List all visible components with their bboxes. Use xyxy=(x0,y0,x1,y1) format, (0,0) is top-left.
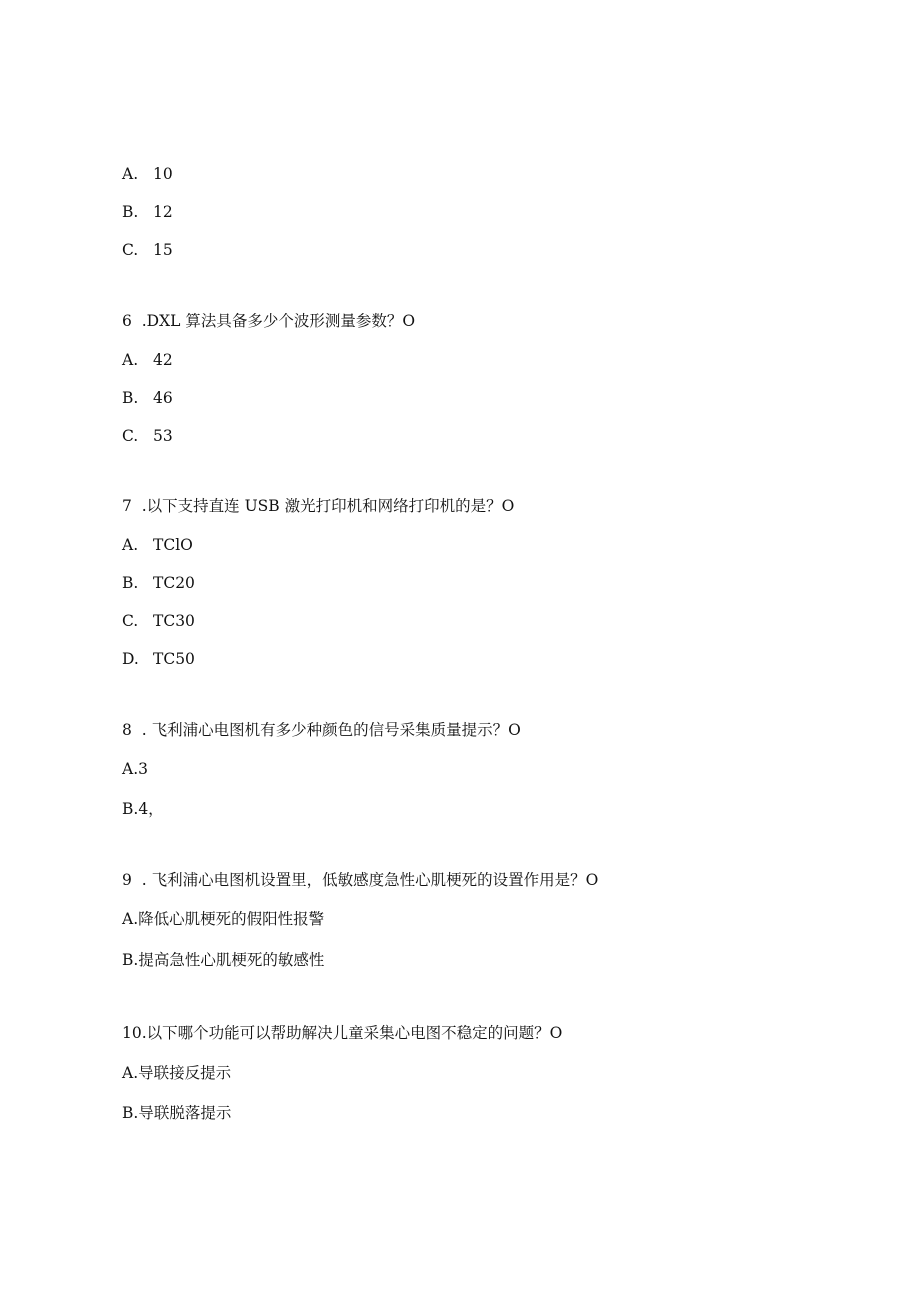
q5-option-c xyxy=(122,240,173,260)
q8-option-b: B.4， xyxy=(122,800,164,818)
option-text: TC30 xyxy=(153,612,195,630)
option-letter: B. xyxy=(122,574,139,592)
q6-option-a xyxy=(122,350,173,370)
option-text: 15 xyxy=(153,241,173,259)
q10-option-a: A.导联接反提示 xyxy=(122,1064,232,1082)
option-text: 46 xyxy=(153,389,173,407)
q5-option-b xyxy=(122,202,173,222)
option-letter: B. xyxy=(122,389,139,407)
option-text: TClO xyxy=(153,536,193,554)
q7-option-c xyxy=(122,611,195,631)
option-letter: C. xyxy=(122,427,139,445)
option-text: 10 xyxy=(153,165,173,183)
option-letter: D. xyxy=(122,650,139,668)
q7-option-b xyxy=(122,573,195,593)
option-letter: A. xyxy=(122,165,139,183)
q10-question: 10.以下哪个功能可以帮助解决儿童采集心电图不稳定的问题？O xyxy=(122,1024,563,1042)
option-letter: C. xyxy=(122,612,139,630)
q6-question: 6 .DXL 算法具备多少个波形测量参数？O xyxy=(122,312,416,330)
option-text: 42 xyxy=(153,351,173,369)
q8-question: 8 . 飞利浦心电图机有多少种颜色的信号采集质量提示？O xyxy=(122,721,521,739)
option-text: TC50 xyxy=(153,650,195,668)
q10-option-b: B.导联脱落提示 xyxy=(122,1104,232,1122)
q7-question: 7 .以下支持直连 USB 激光打印机和网络打印机的是？O xyxy=(122,497,515,515)
q9-option-b: B.提高急性心肌梗死的敏感性 xyxy=(122,951,325,969)
q6-option-b xyxy=(122,388,173,408)
q5-option-a xyxy=(122,164,173,184)
option-letter: A. xyxy=(122,351,139,369)
option-letter: A. xyxy=(122,536,139,554)
q9-question: 9 . 飞利浦心电图机设置里，低敏感度急性心肌梗死的设置作用是？O xyxy=(122,871,599,889)
q9-option-a: A.降低心肌梗死的假阳性报警 xyxy=(122,910,325,928)
q7-option-a xyxy=(122,535,193,555)
q6-option-c xyxy=(122,426,173,446)
option-letter: B. xyxy=(122,203,139,221)
q7-option-d xyxy=(122,649,195,669)
option-letter: C. xyxy=(122,241,139,259)
option-text: 53 xyxy=(153,427,173,445)
option-text: 12 xyxy=(153,203,173,221)
option-text: TC20 xyxy=(153,574,195,592)
q8-option-a: A.3 xyxy=(122,760,148,778)
